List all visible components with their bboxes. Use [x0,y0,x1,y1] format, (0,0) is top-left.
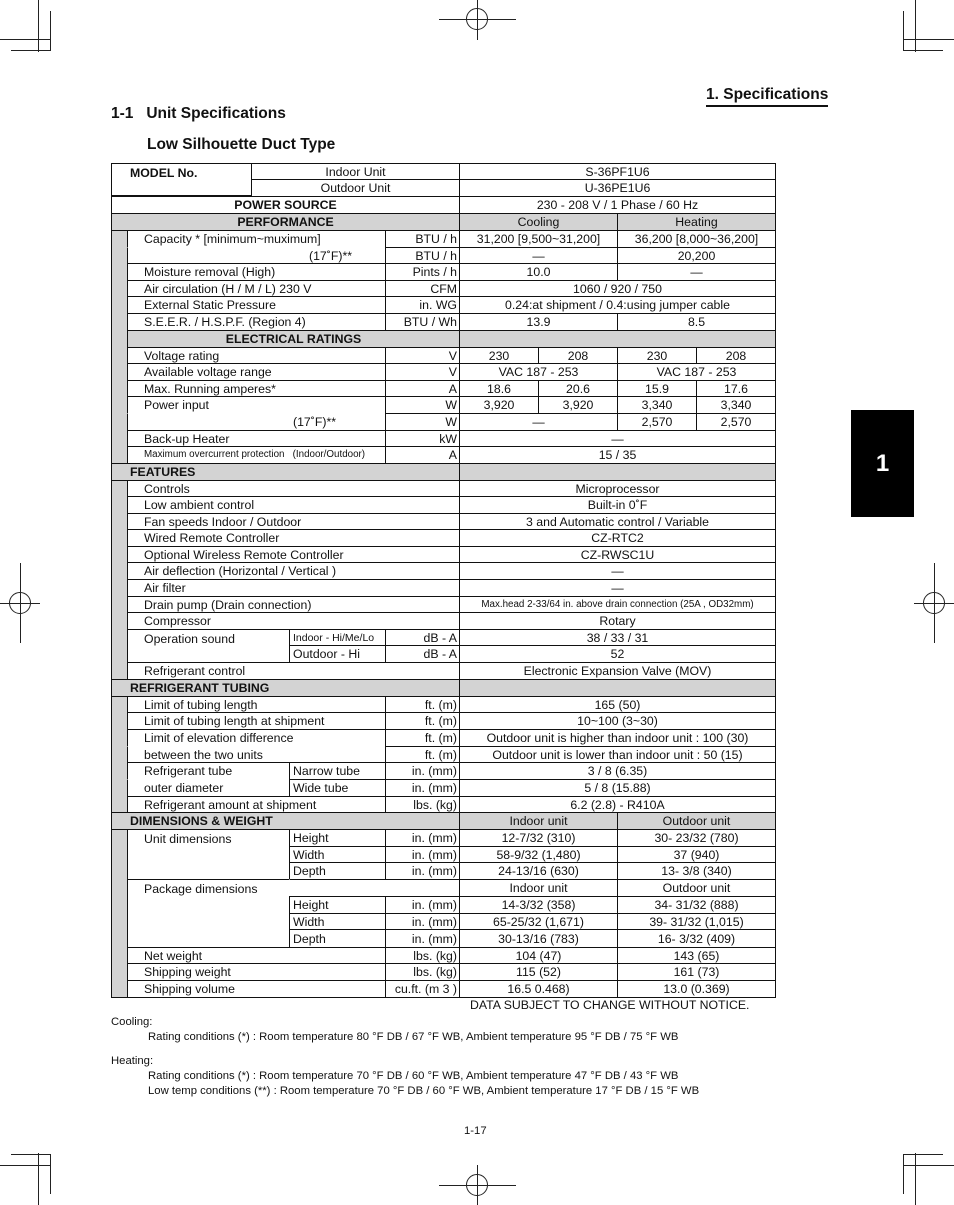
spec-table [111,163,776,998]
net-weight-unit: lbs. (kg) [385,947,460,964]
sound-indoor-unit: dB - A [385,629,460,646]
package-depth-unit: in. (mm) [385,929,460,948]
air-circulation-unit: CFM [385,280,460,297]
heating-note-label: Heating: [111,1055,154,1067]
package-height-unit: in. (mm) [385,896,460,914]
capacity-unit: BTU / h [385,230,460,248]
seer-cooling: 13.9 [459,313,618,331]
net-weight-label: Net weight [127,947,386,964]
indoor-unit-model: S-36PF1U6 [459,163,776,180]
electrical-header: ELECTRICAL RATINGS [127,330,460,348]
voltage-cool-2: 208 [538,347,618,364]
unit-width-indoor: 58-9/32 (1,480) [459,846,618,863]
refrigerant-amount-unit: lbs. (kg) [385,796,460,813]
features-header-blank [459,463,776,481]
shipping-weight-label: Shipping weight [127,963,386,981]
shipping-weight-outdoor: 161 (73) [617,963,776,981]
sound-outdoor-label: Outdoor - Hi [289,645,386,663]
unit-dimensions-label: Unit dimensions [127,829,290,880]
unit-depth-indoor: 24-13/16 (630) [459,862,618,880]
unit-height-outdoor: 30- 23/32 (780) [617,829,776,847]
esp-value: 0.24:at shipment / 0.4:using jumper cable [459,296,776,314]
low-temp-label: (17˚F)** [127,247,386,264]
package-outdoor-header: Outdoor unit [617,879,776,897]
dimensions-indoor-header: Indoor unit [459,812,618,830]
wireless-remote-label: Optional Wireless Remote Controller [127,546,460,563]
sound-outdoor-unit: dB - A [385,645,460,663]
cooling-header: Cooling [459,213,618,231]
moisture-heating: — [617,263,776,281]
package-width-indoor: 65-25/32 (1,671) [459,913,618,930]
amperes-label: Max. Running amperes* [127,380,386,397]
model-label: MODEL No. [111,163,252,196]
unit-height-label: Height [289,829,386,847]
heating-low-temp-note: Low temp conditions (**) : Room temperature 70 °F DB / 60 °F WB, Ambient temperature 17 °F DB / 15 °F WB [148,1085,700,1097]
tubing-limit-label: Limit of tubing length [127,696,386,713]
tubing-shipment-value: 10~100 (3~30) [459,712,776,730]
indoor-unit-label: Indoor Unit [251,163,460,180]
elevation-unit-1: ft. (m) [385,729,460,747]
voltage-range-heating: VAC 187 - 253 [617,363,776,381]
low-temp-unit: BTU / h [385,247,460,264]
power-input-heat-1: 3,340 [617,396,697,414]
wired-remote-value: CZ-RTC2 [459,529,776,547]
fan-speeds-label: Fan speeds Indoor / Outdoor [127,513,460,530]
overcurrent-unit: A [385,446,460,464]
low-temp-heating: 20,200 [617,247,776,264]
voltage-label: Voltage rating [127,347,386,364]
overcurrent-label: Maximum overcurrent protection (Indoor/Outdoor) [127,446,386,464]
heater-unit: kW [385,430,460,447]
low-temp-cooling: — [459,247,618,264]
tubing-limit-unit: ft. (m) [385,696,460,713]
air-deflection-label: Air deflection (Horizontal / Vertical ) [127,562,460,580]
shipping-volume-indoor: 16.5 0.468) [459,980,618,998]
overcurrent-value: 15 / 35 [459,446,776,464]
package-height-outdoor: 34- 31/32 (888) [617,896,776,914]
elevation-value-1: Outdoor unit is higher than indoor unit : 100 (30) [459,729,776,747]
heater-label: Back-up Heater [127,430,386,447]
power-low-temp-label: (17˚F)** [127,413,386,431]
package-dimensions-label: Package dimensions [127,879,290,948]
package-depth-label: Depth [289,929,386,948]
capacity-label: Capacity * [minimum~muximum] [127,230,386,248]
ambient-value: Built-in 0˚F [459,496,776,514]
unit-depth-outdoor: 13- 3/8 (340) [617,862,776,880]
power-source-value: 230 - 208 V / 1 Phase / 60 Hz [459,196,776,214]
capacity-heating: 36,200 [8,000~36,200] [617,230,776,248]
narrow-tube-unit: in. (mm) [385,762,460,780]
package-depth-indoor: 30-13/16 (783) [459,929,618,948]
net-weight-outdoor: 143 (65) [617,947,776,964]
refrigerant-control-label: Refrigerant control [127,662,460,680]
heater-value: — [459,430,776,447]
air-deflection-value: — [459,562,776,580]
tubing-limit-value: 165 (50) [459,696,776,713]
voltage-range-label: Available voltage range [127,363,386,381]
sound-indoor-value: 38 / 33 / 31 [459,629,776,646]
outdoor-unit-label: Outdoor Unit [251,179,460,197]
package-height-label: Height [289,896,386,914]
outdoor-unit-model: U-36PE1U6 [459,179,776,197]
wired-remote-label: Wired Remote Controller [127,529,460,547]
compressor-value: Rotary [459,612,776,630]
net-weight-indoor: 104 (47) [459,947,618,964]
features-header: FEATURES [111,463,460,481]
operation-sound-label: Operation sound [127,629,290,663]
ambient-label: Low ambient control [127,496,460,514]
dimensions-header: DIMENSIONS & WEIGHT [111,812,460,830]
capacity-cooling: 31,200 [9,500~31,200] [459,230,618,248]
heating-rating-note: Rating conditions (*) : Room temperature 70 °F DB / 60 °F WB, Ambient temperature 47 °F DB / 43 °F WB [148,1070,679,1082]
dimensions-outdoor-header: Outdoor unit [617,812,776,830]
unit-width-label: Width [289,846,386,863]
unit-height-indoor: 12-7/32 (310) [459,829,618,847]
elevation-label-1: Limit of elevation difference [127,729,386,747]
unit-width-unit: in. (mm) [385,846,460,863]
esp-label: External Static Pressure [127,296,386,314]
voltage-heat-1: 230 [617,347,697,364]
controls-label: Controls [127,480,460,497]
amperes-cool-1: 18.6 [459,380,539,397]
amperes-heat-1: 15.9 [617,380,697,397]
voltage-heat-2: 208 [696,347,776,364]
unit-depth-unit: in. (mm) [385,862,460,880]
refrigerant-amount-label: Refrigerant amount at shipment [127,796,386,813]
narrow-tube-value: 3 / 8 (6.35) [459,762,776,780]
voltage-unit: V [385,347,460,364]
drain-pump-label: Drain pump (Drain connection) [127,596,460,613]
drain-pump-value: Max.head 2-33/64 in. above drain connection (25A , OD32mm) [459,596,776,613]
package-height-indoor: 14-3/32 (358) [459,896,618,914]
power-input-heat-2: 3,340 [696,396,776,414]
left-band [112,230,127,997]
section-heading: 1. Specifications [706,86,828,107]
seer-label: S.E.E.R. / H.S.P.F. (Region 4) [127,313,386,331]
electrical-header-blank [459,330,776,348]
elevation-unit-2: ft. (m) [385,746,460,763]
package-width-label: Width [289,913,386,930]
hspf-heating: 8.5 [617,313,776,331]
shipping-weight-indoor: 115 (52) [459,963,618,981]
shipping-weight-unit: lbs. (kg) [385,963,460,981]
voltage-range-cooling: VAC 187 - 253 [459,363,618,381]
unit-height-unit: in. (mm) [385,829,460,847]
shipping-volume-unit: cu.ft. (m 3 ) [385,980,460,998]
cooling-rating-note: Rating conditions (*) : Room temperature 80 °F DB / 67 °F WB, Ambient temperature 95 °F DB / 75 °F WB [148,1031,679,1043]
tubing-shipment-label: Limit of tubing length at shipment [127,712,386,730]
fan-speeds-value: 3 and Automatic control / Variable [459,513,776,530]
page-number: 1-17 [464,1125,487,1137]
package-width-unit: in. (mm) [385,913,460,930]
air-circulation-label: Air circulation (H / M / L) 230 V [127,280,386,297]
air-filter-label: Air filter [127,579,460,597]
air-filter-value: — [459,579,776,597]
voltage-cool-1: 230 [459,347,539,364]
power-source-label: POWER SOURCE [111,196,460,214]
power-input-cool-1: 3,920 [459,396,539,414]
power-low-temp-unit: W [385,413,460,431]
tube-label-1: Refrigerant tube [127,762,290,780]
esp-unit: in. WG [385,296,460,314]
voltage-range-unit: V [385,363,460,381]
power-low-temp-heat-1: 2,570 [617,413,697,431]
tube-label-2: outer diameter [127,779,290,797]
amperes-heat-2: 17.6 [696,380,776,397]
cooling-note-label: Cooling: [111,1016,153,1028]
controls-value: Microprocessor [459,480,776,497]
power-low-temp-heat-2: 2,570 [696,413,776,431]
subsection-title: 1-1 Unit Specifications [111,105,286,122]
amperes-unit: A [385,380,460,397]
moisture-unit: Pints / h [385,263,460,281]
tubing-header: REFRIGERANT TUBING [111,679,460,697]
shipping-volume-label: Shipping volume [127,980,386,998]
performance-header: PERFORMANCE [111,213,460,231]
model-type-title: Low Silhouette Duct Type [147,136,336,153]
power-input-label: Power input [127,396,386,414]
tubing-header-blank [459,679,776,697]
refrigerant-amount-value: 6.2 (2.8) - R410A [459,796,776,813]
sound-outdoor-value: 52 [459,645,776,663]
heating-header: Heating [617,213,776,231]
refrigerant-control-value: Electronic Expansion Valve (MOV) [459,662,776,680]
package-depth-outdoor: 16- 3/32 (409) [617,929,776,948]
wide-tube-label: Wide tube [289,779,386,797]
elevation-label-2: between the two units [127,746,386,763]
tubing-shipment-unit: ft. (m) [385,712,460,730]
seer-unit: BTU / Wh [385,313,460,331]
elevation-value-2: Outdoor unit is lower than indoor unit : 50 (15) [459,746,776,763]
package-width-outdoor: 39- 31/32 (1,015) [617,913,776,930]
chapter-tab: 1 [851,410,914,517]
wide-tube-value: 5 / 8 (15.88) [459,779,776,797]
package-header-spacer [289,879,460,897]
moisture-label: Moisture removal (High) [127,263,386,281]
shipping-volume-outdoor: 13.0 (0.369) [617,980,776,998]
moisture-cooling: 10.0 [459,263,618,281]
air-circulation-value: 1060 / 920 / 750 [459,280,776,297]
unit-depth-label: Depth [289,862,386,880]
unit-width-outdoor: 37 (940) [617,846,776,863]
power-input-unit: W [385,396,460,414]
power-low-temp-cooling: — [459,413,618,431]
narrow-tube-label: Narrow tube [289,762,386,780]
change-notice: DATA SUBJECT TO CHANGE WITHOUT NOTICE. [470,998,750,1012]
package-indoor-header: Indoor unit [459,879,618,897]
wireless-remote-value: CZ-RWSC1U [459,546,776,563]
compressor-label: Compressor [127,612,460,630]
sound-indoor-label: Indoor - Hi/Me/Lo [289,629,386,646]
power-input-cool-2: 3,920 [538,396,618,414]
amperes-cool-2: 20.6 [538,380,618,397]
wide-tube-unit: in. (mm) [385,779,460,797]
